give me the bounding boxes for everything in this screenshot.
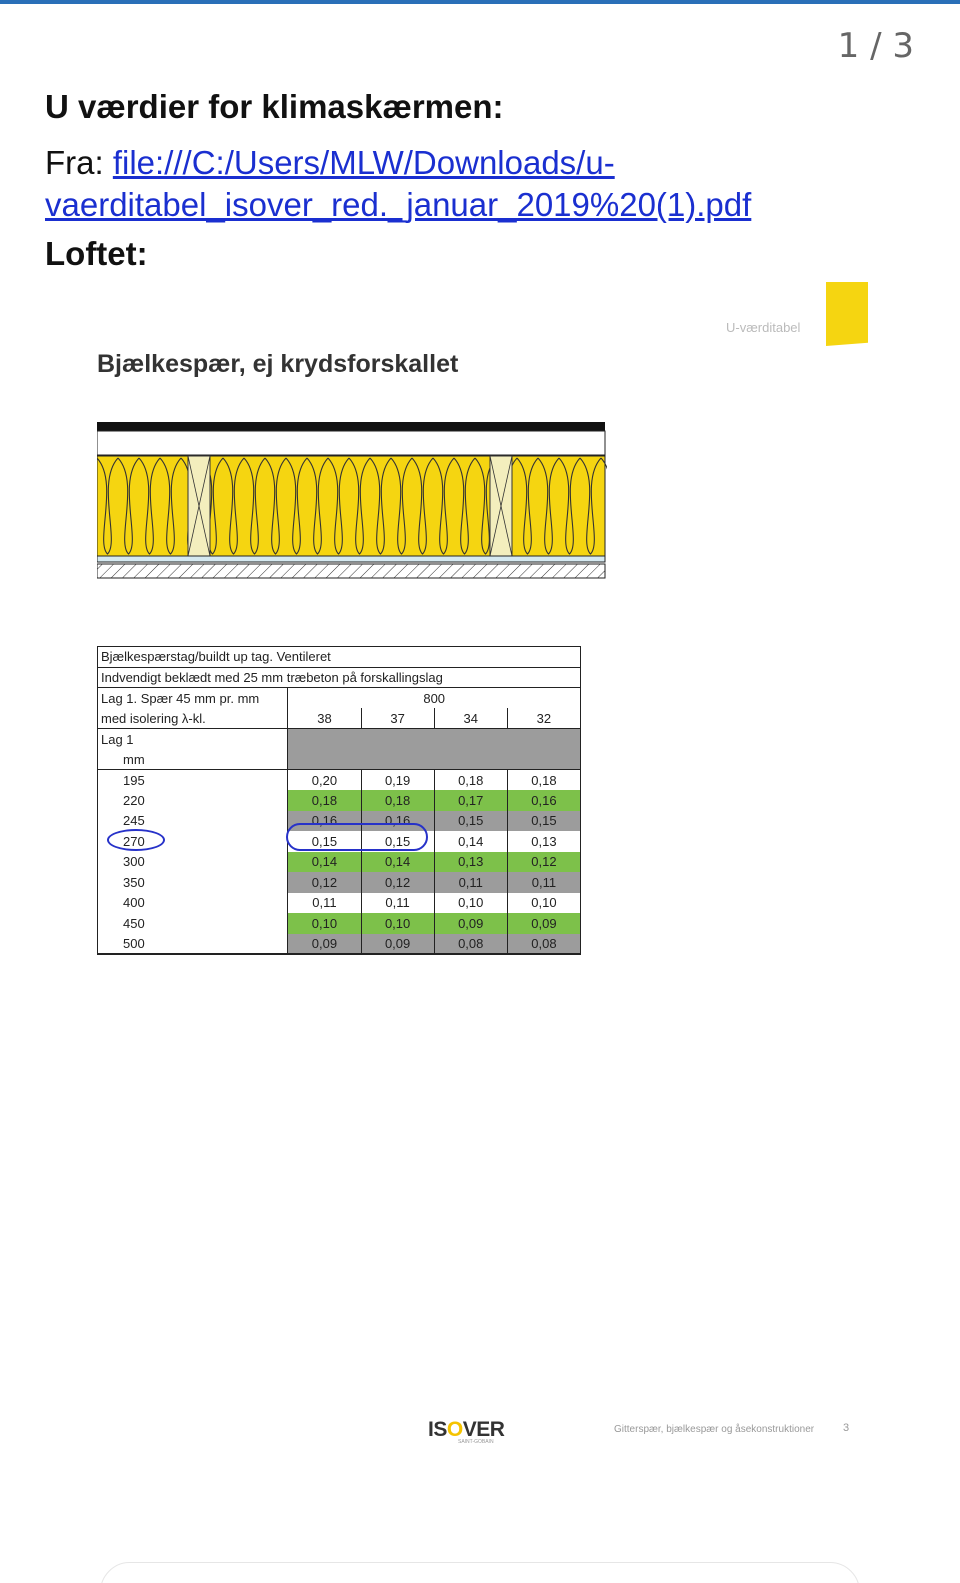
u-value-table [97,646,581,955]
annotation-circle-row-label [107,829,165,851]
annotation-circle-values [286,823,428,851]
row-thickness: 300 [98,852,288,873]
u-value-cell: 0,15 [434,811,507,832]
document-heading: U værdier for klimaskærmen: [45,88,504,125]
u-value-cell: 0,13 [434,852,507,873]
u-value-cell: 0,13 [507,831,580,852]
isover-logo-subtitle: SAINT-GOBAIN [458,1439,494,1445]
u-value-cell: 0,15 [361,831,434,852]
table-row [98,872,581,893]
u-value-cell: 0,16 [288,811,361,832]
header-gray-block [288,729,581,770]
u-value-cell: 0,15 [507,811,580,832]
vapour-barrier [97,556,605,562]
diagram-title: Bjælkespær, ej krydsforskallet [97,350,459,378]
u-value-cell: 0,18 [288,790,361,811]
source-line [45,142,905,226]
lag-label: Lag 1 [98,729,288,750]
table-title: Bjælkespærstag/buildt up tag. Ventileret [98,647,581,668]
table-row [98,913,581,934]
lambda-class: 38 [288,708,361,729]
top-accent-bar [0,0,960,4]
lambda-class: 37 [361,708,434,729]
u-value-cell: 0,18 [507,770,580,791]
u-value-cell: 0,08 [434,934,507,955]
table-row [98,934,581,955]
row-thickness: 350 [98,872,288,893]
page-counter: 1 / 3 [837,26,914,66]
u-value-cell: 0,16 [507,790,580,811]
u-value-cell: 0,17 [434,790,507,811]
source-prefix: Fra: [45,144,113,181]
corner-label: U-værditabel [726,320,801,335]
u-value-cell: 0,10 [361,913,434,934]
u-value-cell: 0,12 [361,872,434,893]
u-value-cell: 0,11 [507,872,580,893]
row-thickness: 500 [98,934,288,955]
u-value-cell: 0,12 [288,872,361,893]
u-value-cell: 0,12 [507,852,580,873]
u-value-cell: 0,14 [288,852,361,873]
source-link[interactable]: file:///C:/Users/MLW/Downloads/u-vaerditabel_isover_red._januar_2019%20(1).pdf [45,144,752,223]
lambda-class: 34 [434,708,507,729]
row-thickness: 450 [98,913,288,934]
u-value-cell: 0,09 [434,913,507,934]
bottom-sheet-edge [100,1562,860,1583]
u-value-cell: 0,10 [507,893,580,914]
u-value-cell: 0,11 [434,872,507,893]
row-thickness: 245 [98,811,288,832]
u-value-cell: 0,16 [361,811,434,832]
spacing-header: 800 [288,688,581,709]
u-value-cell: 0,09 [361,934,434,955]
ventilation-gap [97,431,605,455]
table-row [98,852,581,873]
u-value-cell: 0,11 [361,893,434,914]
page-footer-text: Gitterspær, bjælkespær og åsekonstruktioner [614,1424,815,1435]
u-value-cell: 0,18 [361,790,434,811]
construction-diagram [97,422,607,584]
table-subtitle: Indvendigt beklædt med 25 mm træbeton på forskallingslag [98,667,581,688]
page-footer-number: 3 [843,1422,850,1434]
row-thickness: 270 [98,831,288,852]
isover-logo: ISOVER [428,1418,505,1441]
table-row [98,893,581,914]
u-value-cell: 0,10 [434,893,507,914]
row-thickness: 400 [98,893,288,914]
section-heading: Loftet: [45,235,148,272]
u-value-cell: 0,10 [288,913,361,934]
row-thickness: 220 [98,790,288,811]
u-value-cell: 0,11 [288,893,361,914]
lambda-class: 32 [507,708,580,729]
table-row [98,790,581,811]
unit-label: mm [98,749,288,770]
row-thickness: 195 [98,770,288,791]
table-row [98,770,581,791]
layer-label-1: Lag 1. Spær 45 mm pr. mm [98,688,288,709]
u-value-cell: 0,18 [434,770,507,791]
u-value-cell: 0,09 [507,913,580,934]
yellow-tab-marker [826,282,868,346]
layer-label-2: med isolering λ-kl. [98,708,288,729]
u-value-cell: 0,19 [361,770,434,791]
ceiling-board [97,564,605,578]
u-value-cell: 0,14 [361,852,434,873]
u-value-cell: 0,09 [288,934,361,955]
roof-membrane [97,422,605,431]
u-value-cell: 0,15 [288,831,361,852]
u-value-cell: 0,14 [434,831,507,852]
u-value-cell: 0,20 [288,770,361,791]
u-value-cell: 0,08 [507,934,580,955]
